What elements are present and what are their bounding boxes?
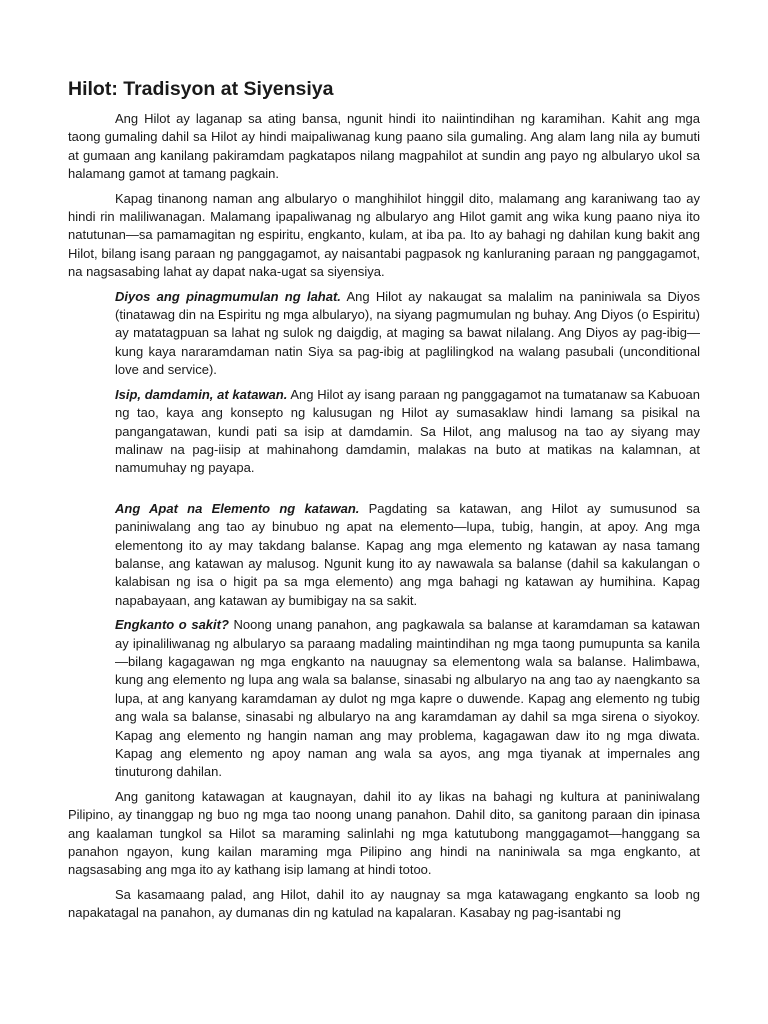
paragraph-katawagan: Ang ganitong katawagan at kaugnayan, dahil ito ay likas na bahagi ng kultura at paniniwalang Pilipino, ay tinanggap ng buo ng mga tao noong unang panahon. Dahil dito, sa ganitong paraan din ipinasa ang kaalaman tungkol sa Hilot sa maraming salinlahi ng mga katutubong manggagamot—hanggang sa panahon ngayon, kung kailan maraming mga Pilipino ang hindi na naniniwala sa mga engkanto, at nagsasabing ang mga ito ay kathang isip lamang at hindi totoo. [68,788,700,878]
section-diyos-heading: Diyos ang pinagmumulan ng lahat. [115,288,341,304]
section-elemento-heading: Ang Apat na Elemento ng katawan. [115,500,360,516]
section-diyos-body: Ang Hilot ay nakaugat sa malalim na paniniwala sa Diyos (tinatawag din na Espiritu ng mga albularyo), na siyang pagmumulan ng buhay. Ang Diyos (o Espiritu) ay matatagpuan sa lahat ng sulok ng daigdig, at maging sa bawat nilalang. Ang Diyos ay pag-ibig—kung kaya nararamdaman natin Siya sa pag-ibig at paglilingkod na walang pasubali (unconditional love and service). [115,288,700,378]
section-engkanto [115,616,700,782]
section-diyos [115,288,700,380]
paragraph-kasamaang-palad: Sa kasamaang palad, ang Hilot, dahil ito ay naugnay sa mga katawagang engkanto sa loob ng napakatagal na panahon, ay dumanas din ng katulad na kapalaran. Kasabay ng pag-isantabi ng [68,886,700,921]
section-engkanto-heading: Engkanto o sakit? [115,617,229,633]
paragraph-intro: Ang Hilot ay laganap sa ating bansa, ngunit hindi ito naiintindihan ng karamihan. Kahit ang mga taong gumaling dahil sa Hilot ay hindi maipaliwanag kung paano sila gumaling. Ang alam lang nila ay bumuti at gumaan ang kanilang pakiramdam pagkatapos nilang magpahilot at sundin ang payo ng albularyo ukol sa halamang gamot at tamang pagkain. [68,111,700,182]
section-isip-heading: Isip, damdamin, at katawan. [115,386,288,402]
section-elemento-body: Pagdating sa katawan, ang Hilot ay sumusunod sa paniniwalang ang tao ay binubuo ng apat na elemento—lupa, tubig, hangin, at apoy. Ang mga elementong ito ay may takdang balanse. Kapag ang mga elemento ng katawan ay nasa tamang balanse, ang katawan ay malusog. Ngunit kung ito ay nawawala sa balanse (dahil sa kakulangan o kalabisan ng isa o higit pa sa mga elemento) ang mga bahagi ng katawan ay humihina. Kapag napabayaan, ang katawan ay bumibigay na sa sakit. [115,500,700,608]
section-isip [115,386,700,478]
section-elemento [115,500,700,610]
paragraph-albularyo: Kapag tinanong naman ang albularyo o manghihilot hinggil dito, malamang ang karaniwang tao ay hindi rin maliliwanagan. Malamang ipapaliwanag ng albularyo ang Hilot gamit ang wika kung paano niya ito natutunan—sa pamamagitan ng espiritu, engkanto, kulam, at iba pa. Ito ay bahagi ng dahilan kung bakit ang Hilot, bilang isang paraan ng panggagamot, ay naisantabi pagpasok ng kanluraning paraan ng panggagamot, na nagsasabing lahat ay dapat naka-ugat sa siyensiya. [68,190,700,280]
page-title: Hilot: Tradisyon at Siyensiya [68,78,334,100]
section-engkanto-body: Noong unang panahon, ang pagkawala sa balanse at karamdaman sa katawan ay ipinaliliwanag ng albularyo sa paraang madaling maintindihan ng mga taong pumupunta sa kanila—bilang kagagawan ng mga engkanto na nauugnay sa elementong wala sa balanse. Halimbawa, kung ang elemento ng lupa ang wala sa balanse, sinasabi ng albularyo na ang tao ay naengkanto sa lupa, at ang kanyang karamdaman ay dulot ng mga kapre o duwende. Kapag ang elemento ng tubig ang wala sa balanse, sinasabi ng albularyo na ang karamdaman ay dahil sa mga sirena o siyokoy. Kapag ang elemento ng hangin naman ang may problema, kagagawan daw ito ng mga diwata. Kapag ang elemento ng apoy naman ang wala sa ayos, ang mga tiyanak at impernales ang tinuturong dahilan. [115,617,700,780]
section-isip-body: Ang Hilot ay isang paraan ng panggagamot na tumatanaw sa Kabuoan ng tao, kaya ang konsepto ng kalusugan ng Hilot ay sumasaklaw hindi lamang sa pisikal na pangangatawan, kundi pati sa isip at damdamin. Sa Hilot, ang malusog na tao ay siyang may malinaw na pag-iisip at mahinahong damdamin, malakas na buto at matikas na kalamnan, at namumuhay ng payapa. [115,386,700,476]
